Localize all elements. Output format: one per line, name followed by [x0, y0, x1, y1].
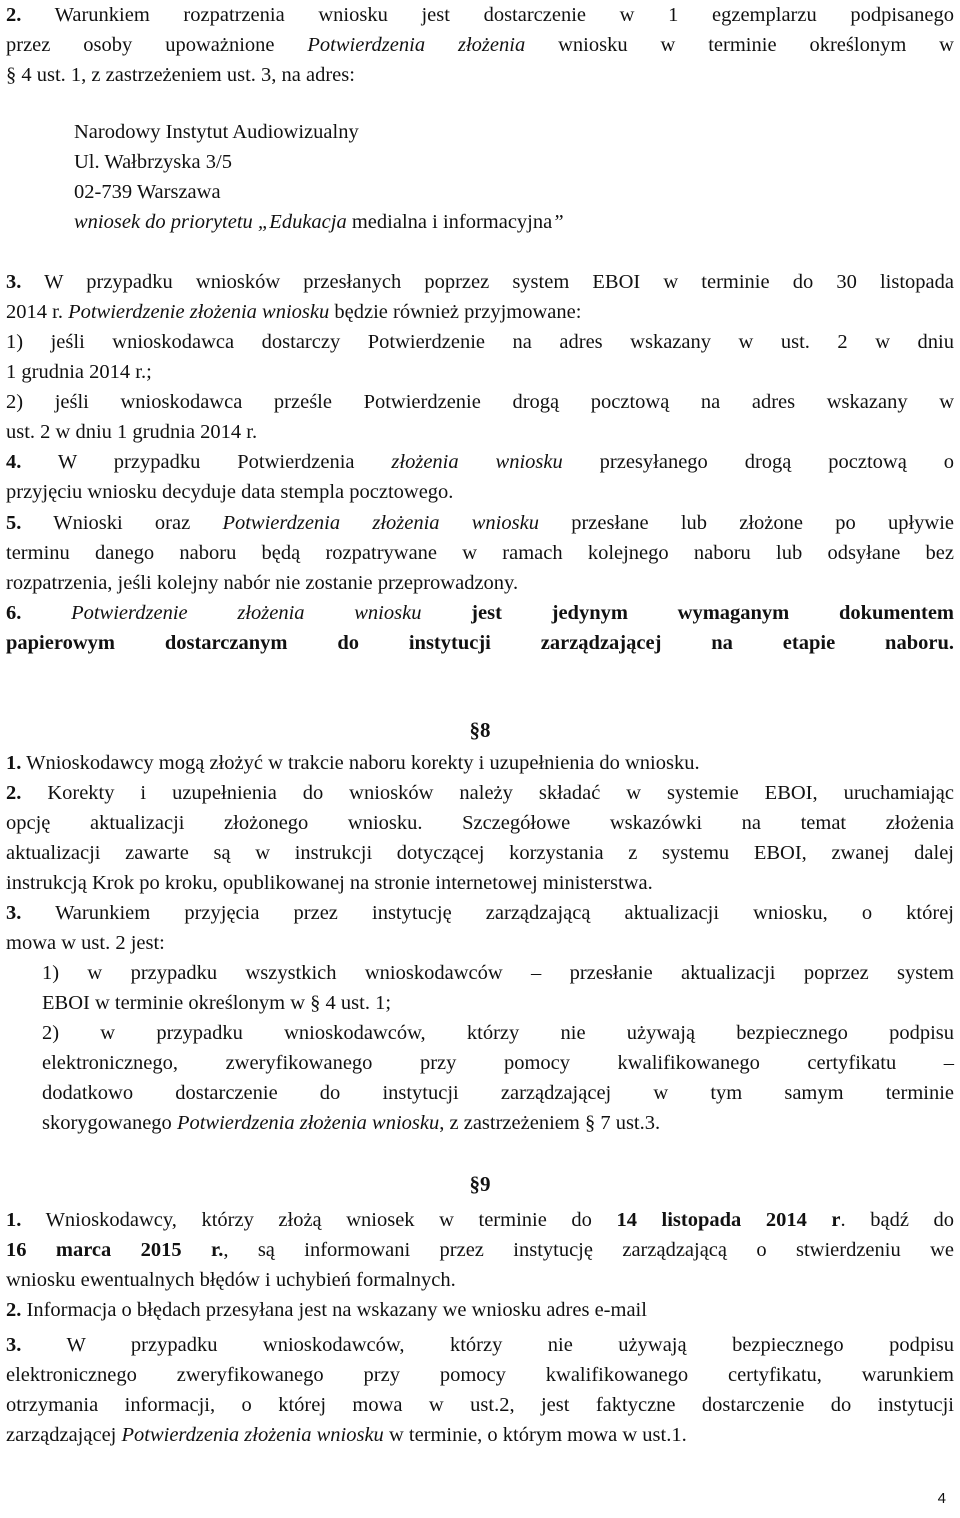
text-run: Potwierdzenia złożenia wniosku: [222, 512, 539, 534]
text-run: przez osoby upoważnione: [6, 34, 308, 56]
text-line: [6, 0, 954, 30]
text-line: [6, 598, 954, 628]
text-run: jest jedynym wymaganym dokumentem: [421, 602, 954, 624]
text-line: [6, 1360, 954, 1390]
text-line: [6, 1420, 954, 1450]
text-line: [6, 387, 954, 417]
address-line: [74, 147, 954, 177]
text-line: [6, 568, 954, 598]
text-line: [6, 1390, 954, 1420]
text-run: 16 marca 2015 r.: [6, 1239, 224, 1261]
text-run: aktualizacji zawarte są w instrukcji dotyczącej korzystania z systemu EBOI, zwanej dalej: [6, 842, 954, 864]
text-run: papierowym dostarczanym do instytucji zarządzającej na etapie naboru.: [6, 632, 954, 654]
text-run: 02-739 Warszawa: [74, 181, 221, 203]
text-run: Potwierdzenia złożenia wniosku: [121, 1424, 384, 1446]
text-line: [6, 1235, 954, 1265]
text-run: medialna i informacyjna: [346, 211, 553, 233]
text-run: elektronicznego zweryfikowanego przy pomocy kwalifikowanego certyfikatu, warunkiem: [6, 1364, 954, 1386]
text-run: Ul. Wałbrzyska 3/5: [74, 151, 232, 173]
text-run: elektronicznego, zweryfikowanego przy pomocy kwalifikowanego certyfikatu –: [42, 1052, 954, 1074]
text-run: Potwierdzenie złożenia wniosku: [68, 301, 330, 323]
text-run: 5.: [6, 512, 22, 534]
text-run: instrukcją Krok po kroku, opublikowanej na stronie internetowej ministerstwa.: [6, 872, 653, 894]
text-line: [6, 447, 954, 477]
text-run: przesyłanego drogą pocztową o: [562, 451, 954, 473]
text-run: zarządzającej: [6, 1424, 122, 1446]
text-line: [6, 538, 954, 568]
text-run: W przypadku wniosków przesłanych poprzez system EBOI w terminie do 30 listopada: [21, 271, 954, 293]
text-line: [6, 778, 954, 808]
text-line: [6, 748, 954, 778]
text-run: 1) jeśli wnioskodawca dostarczy Potwierdzenie na adres wskazany w ust. 2 w dniu: [6, 331, 954, 353]
text-run: , są informowani przez instytucję zarządzającą o stwierdzeniu we: [223, 1239, 954, 1261]
text-run: 1 grudnia 2014 r.;: [6, 361, 152, 383]
text-run: Potwierdzenie złożenia wniosku: [71, 602, 422, 624]
text-run: skorygowanego: [42, 1112, 177, 1134]
text-run: 6.: [6, 602, 22, 624]
text-run: przesłane lub złożone po upływie: [538, 512, 954, 534]
text-run: 2.: [6, 782, 22, 804]
text-line: [6, 928, 954, 958]
text-run: 2.: [6, 4, 22, 26]
text-run: 2014 r.: [6, 301, 69, 323]
address-line: [74, 177, 954, 207]
text-run: Warunkiem rozpatrzenia wniosku jest dostarczenie w 1 egzemplarzu podpisanego: [21, 4, 954, 26]
text-run: 1.: [6, 752, 22, 774]
text-run: 3.: [6, 1334, 22, 1356]
text-run: 1) w przypadku wszystkich wnioskodawców – przesłanie aktualizacji poprzez system: [42, 962, 954, 984]
text-run: Warunkiem przyjęcia przez instytucję zarządzającą aktualizacji wniosku, o której: [21, 902, 954, 924]
text-line: [6, 508, 954, 538]
text-run: będzie również przyjmowane:: [329, 301, 582, 323]
text-line: [6, 30, 954, 60]
text-run: Narodowy Instytut Audiowizualny: [74, 121, 359, 143]
text-run: Potwierdzenia złożenia: [307, 34, 526, 56]
text-run: wniosku ewentualnych błędów i uchybień formalnych.: [6, 1269, 456, 1291]
text-line: [6, 1265, 954, 1295]
text-run: wniosku w terminie określonym w: [525, 34, 954, 56]
text-line: [6, 838, 954, 868]
text-run: 1.: [6, 1209, 22, 1231]
text-line: [6, 357, 954, 387]
text-run: 2) w przypadku wnioskodawców, którzy nie używają bezpiecznego podpisu: [42, 1022, 954, 1044]
text-run: W przypadku Potwierdzenia: [21, 451, 392, 473]
text-line: [6, 808, 954, 838]
text-line: [6, 60, 954, 90]
list-line: [42, 1048, 954, 1078]
text-run: mowa w ust. 2 jest:: [6, 932, 165, 954]
text-run: w terminie, o którym mowa w ust.1.: [383, 1424, 687, 1446]
text-run: EBOI w terminie określonym w § 4 ust. 1;: [42, 992, 392, 1014]
text-run: Wnioski oraz: [21, 512, 223, 534]
text-run: [21, 602, 71, 624]
text-run: terminu danego naboru będą rozpatrywane w ramach kolejnego naboru lub odsyłane bez: [6, 542, 954, 564]
text-run: 2.: [6, 1299, 22, 1321]
address-line: [74, 117, 954, 147]
text-run: złożenia wniosku: [391, 451, 563, 473]
text-run: Wnioskodawcy, którzy złożą wniosek w terminie do: [21, 1209, 617, 1231]
address-line: [74, 207, 954, 237]
text-line: [6, 327, 954, 357]
text-run: Potwierdzenia złożenia wniosku: [176, 1112, 440, 1134]
list-line: [42, 1078, 954, 1108]
text-run: 3.: [6, 902, 22, 924]
text-run: . bądź do: [840, 1209, 954, 1231]
text-run: Korekty i uzupełnienia do wniosków należy składać w systemie EBOI, uruchamiając: [21, 782, 954, 804]
text-line: [6, 267, 954, 297]
page-number: 4: [937, 1490, 946, 1507]
text-run: , z zastrzeżeniem § 7 ust.3.: [439, 1112, 661, 1134]
text-run: § 4 ust. 1, z zastrzeżeniem ust. 3, na adres:: [6, 64, 355, 86]
text-run: otrzymania informacji, o której mowa w ust.2, jest faktyczne dostarczenie do instytucji: [6, 1394, 954, 1416]
text-line: [6, 628, 954, 658]
text-line: [6, 417, 954, 447]
text-run: dodatkowo dostarczenie do instytucji zarządzającej w tym samym terminie: [42, 1082, 954, 1104]
text-run: rozpatrzenia, jeśli kolejny nabór nie zostanie przeprowadzony.: [6, 572, 519, 594]
text-run: 2) jeśli wnioskodawca prześle Potwierdzenie drogą pocztową na adres wskazany w: [6, 391, 954, 413]
text-line: [6, 868, 954, 898]
text-run: przyjęciu wniosku decyduje data stempla pocztowego.: [6, 481, 454, 503]
list-line: [42, 958, 954, 988]
text-run: 3.: [6, 271, 22, 293]
text-run: Wnioskodawcy mogą złożyć w trakcie naboru korekty i uzupełnienia do wniosku.: [21, 752, 700, 774]
text-run: Informacja o błędach przesyłana jest na wskazany we wniosku adres e-mail: [21, 1299, 647, 1321]
text-line: [6, 1205, 954, 1235]
section-heading-8: §8: [469, 718, 491, 742]
text-run: ”: [552, 211, 564, 233]
text-run: W przypadku wnioskodawców, którzy nie używają bezpiecznego podpisu: [21, 1334, 954, 1356]
text-run: 4.: [6, 451, 22, 473]
text-run: 14 listopada 2014 r: [616, 1209, 841, 1231]
text-line: [6, 1330, 954, 1360]
list-line: [42, 1018, 954, 1048]
text-run: ust. 2 w dniu 1 grudnia 2014 r.: [6, 421, 258, 443]
text-run: wniosek do priorytetu „Edukacja: [74, 211, 347, 233]
section-heading-9: §9: [469, 1172, 491, 1196]
text-line: [6, 477, 954, 507]
text-line: [6, 1295, 954, 1325]
list-line: [42, 1108, 954, 1138]
list-line: [42, 988, 954, 1018]
text-line: [6, 297, 954, 327]
text-run: opcję aktualizacji złożonego wniosku. Szczegółowe wskazówki na temat złożenia: [6, 812, 954, 834]
text-line: [6, 898, 954, 928]
